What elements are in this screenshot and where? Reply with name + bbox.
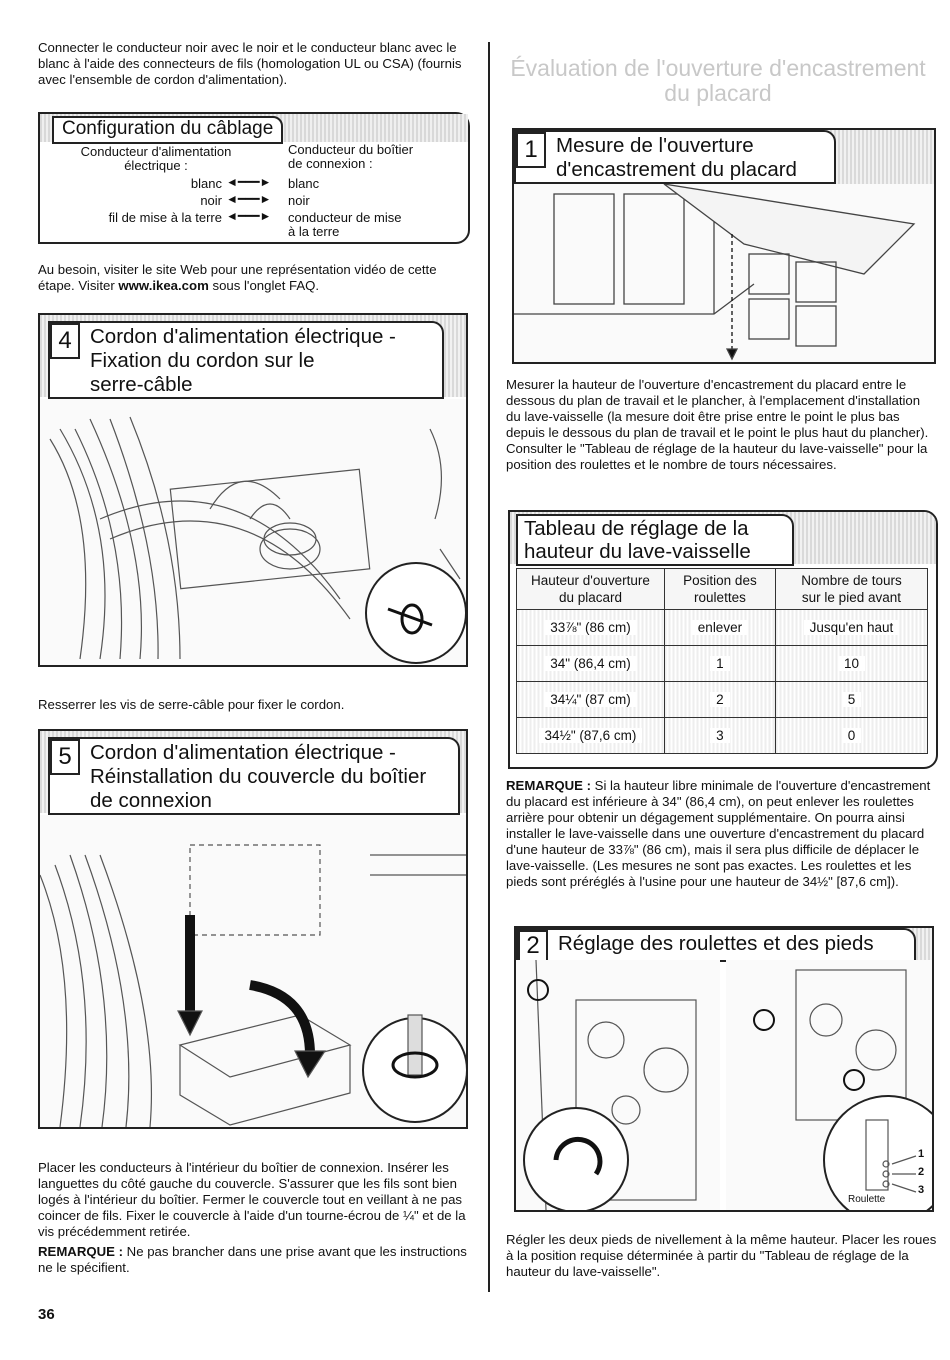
height-table-box bbox=[508, 510, 938, 769]
table-cell: 34½" (87,6 cm) bbox=[539, 728, 643, 743]
table-header-cell: Hauteur d'ouverture du placard bbox=[517, 569, 665, 610]
step4-title-1: Cordon d'alimentation électrique - bbox=[90, 325, 396, 348]
table-cell: 5 bbox=[842, 692, 862, 707]
table-cell: 33⅞" (86 cm) bbox=[544, 620, 637, 635]
step1-header bbox=[514, 130, 836, 184]
col2-header-1: Conducteur du boîtier bbox=[288, 142, 414, 157]
step2-title: Réglage des roulettes et des pieds bbox=[558, 932, 874, 955]
table-cell: 0 bbox=[842, 728, 862, 743]
table-row bbox=[517, 646, 928, 682]
wire-left-white: blanc bbox=[190, 176, 222, 191]
wire-right-black: noir bbox=[288, 193, 310, 208]
step5-title-1: Cordon d'alimentation électrique - bbox=[90, 741, 396, 764]
position-label-3: 3 bbox=[918, 1184, 925, 1196]
table-cell: 2 bbox=[710, 692, 730, 707]
right-note-label: REMARQUE : bbox=[506, 778, 591, 793]
step4-title-3: serre-câble bbox=[90, 373, 193, 396]
wiring-config-box bbox=[38, 112, 470, 244]
col2-header-2: de connexion : bbox=[288, 156, 373, 171]
step4-box bbox=[38, 313, 468, 667]
step4-caption: Resserrer les vis de serre-câble pour fixer le cordon. bbox=[38, 697, 345, 712]
section-title bbox=[498, 56, 938, 106]
section-title-2: du placard bbox=[664, 80, 772, 106]
right-note bbox=[506, 778, 938, 890]
step5-header bbox=[48, 737, 460, 815]
step5-number: 5 bbox=[50, 739, 80, 775]
position-label-1: 1 bbox=[918, 1148, 925, 1160]
step2-header bbox=[516, 928, 916, 962]
col1-header-1: Conducteur d'alimentation bbox=[80, 144, 232, 159]
table-cell: enlever bbox=[692, 620, 748, 635]
step5-note-text: Ne pas brancher dans une prise avant que les instructions ne le spécifient. bbox=[38, 1244, 467, 1275]
step1-number: 1 bbox=[516, 132, 546, 168]
web-text-1: Au besoin, visiter le site Web pour une représentation vidéo de cette étape. Visiter bbox=[38, 262, 437, 293]
table-cell: 10 bbox=[838, 656, 865, 671]
double-arrow-icon: ◄━━━► bbox=[226, 192, 272, 206]
web-text bbox=[38, 262, 474, 294]
step5-note-label: REMARQUE : bbox=[38, 1244, 123, 1259]
wiring-config-title: Configuration du câblage bbox=[52, 116, 283, 144]
step1-title-2: d'encastrement du placard bbox=[556, 158, 797, 181]
double-arrow-icon: ◄━━━► bbox=[226, 175, 272, 189]
roulette-illustration bbox=[726, 960, 932, 1210]
wire-right-ground: conducteur de mise bbox=[288, 210, 402, 225]
table-header-cell: Position des roulettes bbox=[664, 569, 775, 610]
step2-number: 2 bbox=[518, 930, 548, 962]
step5-title-3: de connexion bbox=[90, 789, 212, 812]
double-arrow-icon: ◄━━━► bbox=[226, 209, 272, 223]
step4-title-2: Fixation du cordon sur le bbox=[90, 349, 315, 372]
step5-title-2: Réinstallation du couvercle du boîtier bbox=[90, 765, 427, 788]
height-adjustment-table bbox=[516, 568, 928, 754]
step1-caption: Mesurer la hauteur de l'ouverture d'encastrement du placard entre le dessous du plan de travail et le plancher, à l'emplacement d'installation du lave-vaisselle (la mesure doit être prise entre le point le plus bas depuis le dessous du plan de travail et le point le plus haut du plancher). Consulter le "Tableau de réglage de la hauteur du lave-vaisselle" pour la position des roulettes et le nombre de tours nécessaires. bbox=[506, 377, 929, 472]
table-row bbox=[517, 610, 928, 646]
table-cell: 1 bbox=[710, 656, 730, 671]
step5-note bbox=[38, 1244, 474, 1276]
intro-text: Connecter le conducteur noir avec le noir et le conducteur blanc avec le blanc à l'aide des connecteurs de fils (homologation UL ou CSA) (fournis avec l'ensemble de cordon d'alimentation). bbox=[38, 40, 462, 87]
cover-reinstall-illustration bbox=[40, 815, 466, 1127]
table-row bbox=[517, 682, 928, 718]
page-number: 36 bbox=[38, 1306, 55, 1323]
web-text-2: sous l'onglet FAQ. bbox=[212, 278, 320, 293]
roulette-label: Roulette bbox=[848, 1194, 886, 1205]
wire-left-ground: fil de mise à la terre bbox=[108, 210, 222, 225]
position-label-2: 2 bbox=[918, 1166, 925, 1178]
column-divider bbox=[488, 42, 490, 1292]
leveling-leg-illustration bbox=[516, 960, 720, 1210]
table-title-1: Tableau de réglage de la bbox=[524, 517, 749, 540]
step5-box bbox=[38, 729, 468, 1129]
step4-header bbox=[48, 321, 444, 399]
table-cell: 34¼" (87 cm) bbox=[544, 692, 637, 707]
table-title-2: hauteur du lave-vaisselle bbox=[524, 540, 751, 563]
wire-right-white: blanc bbox=[288, 176, 320, 191]
cabinet-opening-illustration bbox=[514, 184, 934, 362]
section-title-1: Évaluation de l'ouverture d'encastrement bbox=[510, 55, 926, 81]
table-cell: 3 bbox=[710, 728, 730, 743]
table-header-cell: Nombre de tours sur le pied avant bbox=[775, 569, 927, 610]
step4-number: 4 bbox=[50, 323, 80, 359]
step1-box bbox=[512, 128, 936, 364]
right-note-text: Si la hauteur libre minimale de l'ouverture d'encastrement du placard est inférieure à 34" (86,4 cm), on peut enlever les roulettes arrière pour obtenir un dégagement supplémentaire. On pourra ainsi installer le lave-vaisselle dans une ouverture d'encastrement du placard d'une hauteur de 33⅞" (86 cm), mais il sera plus difficile de déplacer le lave-vaisselle. (Les mesures ne sont pas exactes. Les roulettes et les pieds sont préréglés à l'usine pour une hauteur de 34½" [87,6 cm]). bbox=[506, 778, 931, 889]
col1-header-2: électrique : bbox=[124, 158, 188, 173]
table-header bbox=[516, 514, 794, 566]
web-link[interactable]: www.ikea.com bbox=[118, 278, 209, 293]
table-row bbox=[517, 718, 928, 754]
table-cell: 34" (86,4 cm) bbox=[544, 656, 637, 671]
table-cell: Jusqu'en haut bbox=[804, 620, 900, 635]
junction-box-illustration bbox=[40, 399, 466, 665]
step2-box bbox=[514, 926, 934, 1212]
step1-title-1: Mesure de l'ouverture bbox=[556, 134, 754, 157]
wire-left-black: noir bbox=[200, 193, 222, 208]
step5-caption: Placer les conducteurs à l'intérieur du boîtier de connexion. Insérer les languettes du côté gauche du couvercle. S'assurer que les fils sont bien logés à l'intérieur du boîtier. Fermer le couvercle tout en veillant à ne pas coincer de fils. Fixer le couvercle à l'aide d'un tourne-écrou de ¼" et de la vis précédemment retirée. bbox=[38, 1160, 466, 1239]
step2-caption: Régler les deux pieds de nivellement à la même hauteur. Placer les roues à la position requise déterminée à partir du "Tableau de réglage de la hauteur du lave-vaisselle". bbox=[506, 1232, 937, 1279]
wire-right-ground-2: à la terre bbox=[288, 224, 340, 239]
